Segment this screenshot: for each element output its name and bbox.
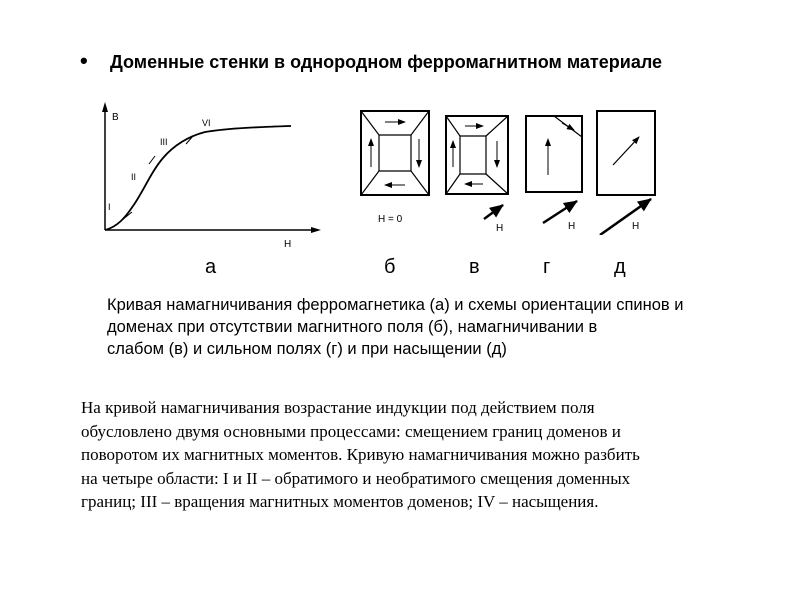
domain-box-d — [597, 111, 655, 195]
region-label-2: II — [131, 172, 137, 182]
domain-box-g — [526, 116, 582, 192]
field-arrow-d — [600, 199, 651, 235]
panel-label-b: б — [384, 256, 396, 278]
field-zero-label: H = 0 — [378, 214, 403, 225]
region-label-3: III — [160, 137, 168, 147]
field-label-v: H — [496, 223, 504, 234]
bullet-marker: • — [80, 48, 88, 73]
domain-box-b — [361, 111, 429, 195]
x-axis-arrow — [311, 227, 321, 233]
region-tick-2 — [149, 156, 155, 164]
body-paragraph — [81, 396, 781, 514]
paragraph-line: границ; III – вращения магнитных моментов доменов; IV – насыщения. — [81, 492, 599, 511]
paragraph-line: на четыре области: I и II – обратимого и необратимого смещения доменных — [81, 468, 631, 488]
paragraph-line: поворотом их магнитных моментов. Кривую намагничивания можно разбить — [81, 445, 640, 464]
slide-title: Доменные стенки в однородном ферромагнитном материале — [110, 52, 663, 72]
caption-line: слабом (в) и сильном полях (г) и при насыщении (д) — [107, 340, 507, 358]
panel-label-d: д — [614, 256, 626, 278]
paragraph-line: На кривой намагничивания возрастание индукции под действием поля — [81, 398, 595, 417]
field-arrow-v — [484, 205, 503, 219]
paragraph-line: обусловлено двумя основными процессами: смещением границ доменов и — [81, 421, 621, 441]
magnetization-curve-figure — [95, 100, 325, 260]
field-arrow-g — [543, 201, 577, 223]
caption-line: доменах при отсутствии магнитного поля (б), намагничивании в — [107, 318, 598, 336]
x-axis-label: H — [284, 239, 292, 250]
y-axis-label: B — [112, 112, 119, 123]
domain-box-v — [446, 116, 508, 194]
panel-label-v: в — [469, 256, 480, 278]
y-axis-arrow — [102, 102, 108, 112]
caption-line: Кривая намагничивания ферромагнетика (а) и схемы ориентации спинов и — [107, 296, 684, 314]
figure-caption — [107, 294, 787, 360]
panel-label-a: а — [205, 256, 217, 278]
field-label-d: H — [632, 221, 640, 232]
panel-label-g: г — [543, 256, 551, 278]
region-label-4: VI — [202, 118, 211, 128]
field-label-g: H — [568, 221, 576, 232]
domain-schemes-figure — [355, 105, 685, 235]
region-label-1: I — [108, 202, 111, 212]
